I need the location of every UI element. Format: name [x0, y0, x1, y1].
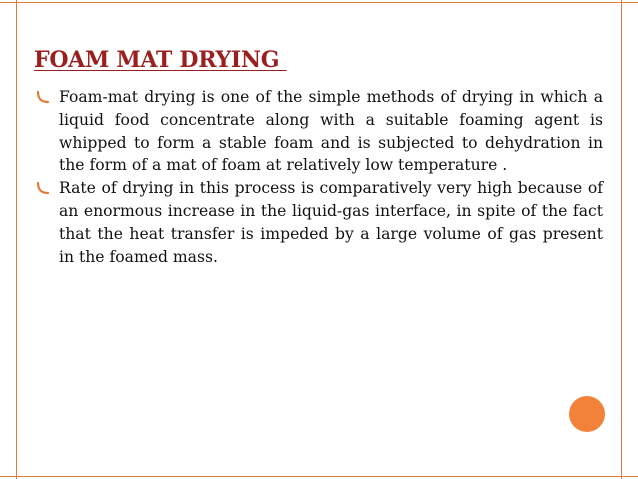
- frame-line-top: [0, 2, 638, 3]
- bullet-item: [35, 177, 603, 268]
- bullet-text: Rate of drying in this process is comparatively very high because of an enormous increase in the liquid-gas interface, in spite of the fact that the heat transfer is impeded by a large volume of gas present in the foamed mass.: [59, 179, 603, 266]
- bullet-icon: [35, 180, 51, 196]
- frame-line-right: [621, 0, 622, 479]
- bullet-list: [35, 86, 603, 268]
- bullet-icon: [35, 89, 51, 105]
- bullet-item: [35, 86, 603, 177]
- bullet-text: Foam-mat drying is one of the simple methods of drying in which a liquid food concentrate along with a suitable foaming agent is whipped to form a stable foam and is subjected to dehydration in the form of a mat of foam at relatively low temperature .: [59, 88, 603, 175]
- frame-line-left: [16, 0, 17, 479]
- slide-title: FOAM MAT DRYING: [34, 47, 287, 73]
- accent-circle-decoration: [569, 396, 605, 432]
- frame-line-bottom: [0, 476, 638, 477]
